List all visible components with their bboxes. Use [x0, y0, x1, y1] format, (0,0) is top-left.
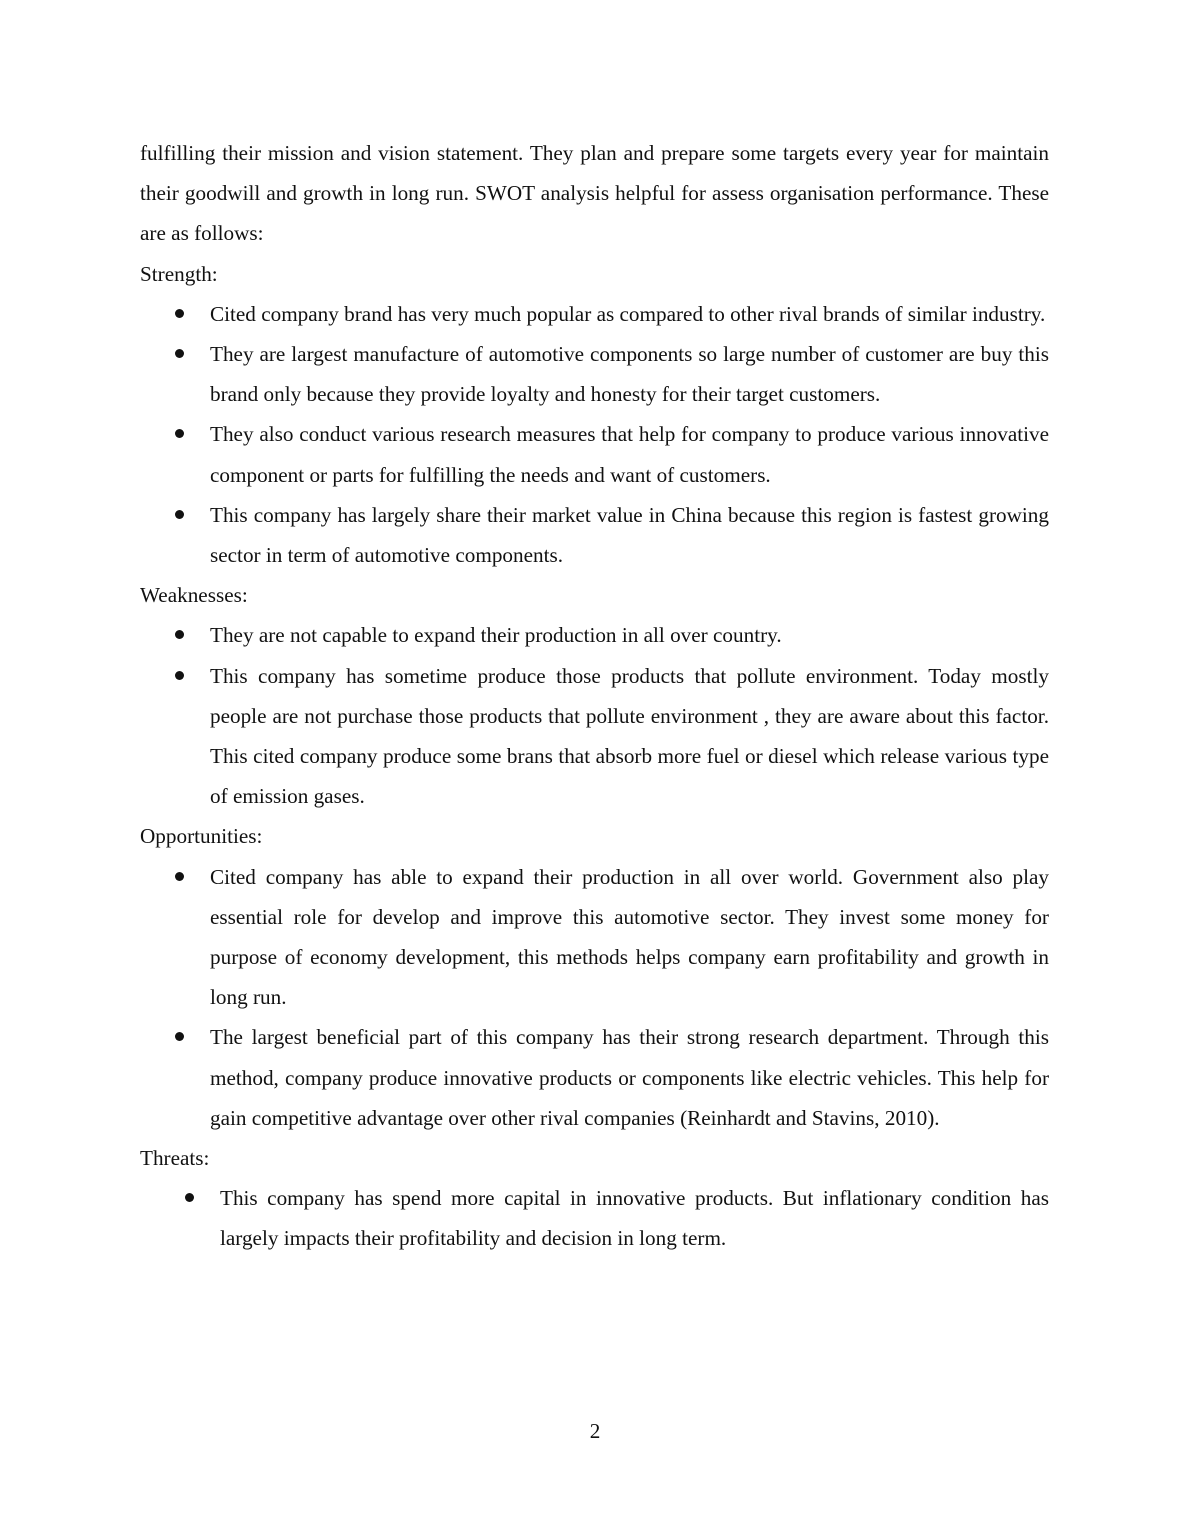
page-number: 2 — [589, 1419, 601, 1443]
threats-heading: Threats: — [140, 1146, 210, 1171]
page-content — [140, 133, 1049, 1259]
weaknesses-heading: Weaknesses: — [140, 583, 248, 608]
opportunities-heading: Opportunities: — [140, 824, 263, 849]
bullet-icon — [175, 429, 184, 438]
strength-item-text: This company has largely share their market value in China because this region is fastest growing sector in term of automotive components. — [210, 502, 1049, 568]
bullet-icon — [175, 349, 184, 358]
strength-item — [140, 414, 1049, 494]
strength-item — [140, 294, 1049, 334]
strength-item-text: Cited company brand has very much popular as compared to other rival brands of similar industry. — [210, 301, 1046, 326]
threats-item — [140, 1178, 1049, 1258]
bullet-icon — [185, 1193, 194, 1202]
weaknesses-item-text: They are not capable to expand their production in all over country. — [210, 623, 782, 648]
bullet-icon — [175, 671, 184, 680]
strength-item — [140, 334, 1049, 414]
strength-heading: Strength: — [140, 261, 218, 286]
strength-list — [140, 294, 1049, 575]
opportunities-item — [140, 857, 1049, 1018]
opportunities-item-text: Cited company has able to expand their production in all over world. Government also play essential role for develop and improve this automotive sector. They invest some money for purpose of economy development, this methods helps company earn profitability and growth in long run. — [210, 864, 1049, 1010]
weaknesses-item — [140, 656, 1049, 817]
strength-item — [140, 495, 1049, 575]
threats-list — [140, 1178, 1049, 1258]
opportunities-item — [140, 1017, 1049, 1138]
threats-item-text: This company has spend more capital in innovative products. But inflationary condition has largely impacts their profitability and decision in long term. — [220, 1186, 1049, 1251]
weaknesses-item — [140, 615, 1049, 655]
weaknesses-item-text: This company has sometime produce those products that pollute environment. Today mostly people are not purchase those products that pollute environment , they are aware about this factor. This cited company produce some brans that absorb more fuel or diesel which release various type of emission gases. — [210, 663, 1049, 809]
bullet-icon — [175, 309, 184, 318]
strength-item-text: They also conduct various research measures that help for company to produce various innovative component or parts for fulfilling the needs and want of customers. — [210, 422, 1049, 487]
opportunities-item-text: The largest beneficial part of this company has their strong research department. Through this method, company produce innovative products or components like electric vehicles. This help for gain competitive advantage over other rival companies (Reinhardt and Stavins, 2010). — [210, 1025, 1049, 1130]
bullet-icon — [175, 872, 184, 881]
bullet-icon — [175, 1032, 184, 1041]
intro-paragraph: fulfilling their mission and vision statement. They plan and prepare some targets every year for maintain their goodwill and growth in long run. SWOT analysis helpful for assess organisation performance. These are as follows: — [140, 141, 1049, 246]
strength-item-text: They are largest manufacture of automotive components so large number of customer are buy this brand only because they provide loyalty and honesty for their target customers. — [210, 342, 1049, 407]
bullet-icon — [175, 630, 184, 639]
bullet-icon — [175, 510, 184, 519]
opportunities-list — [140, 857, 1049, 1138]
weaknesses-list — [140, 615, 1049, 816]
